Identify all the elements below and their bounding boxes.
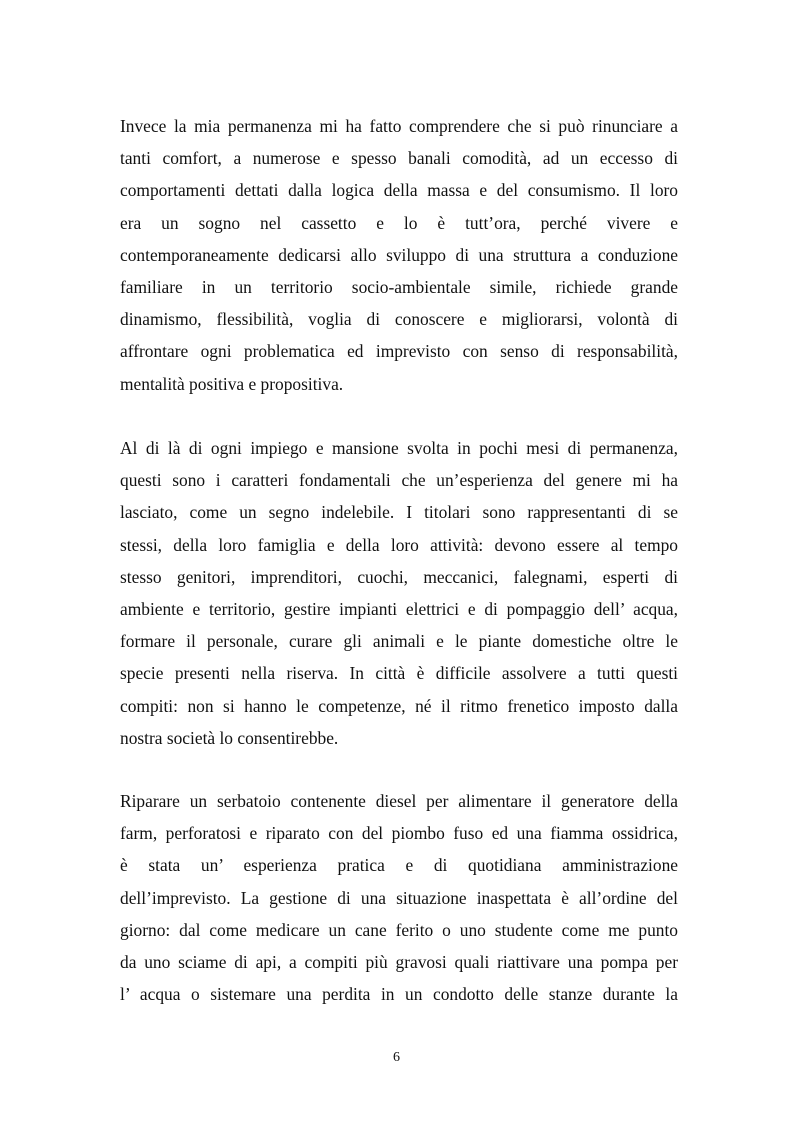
- text-line: stessi, della loro famiglia e della loro attività: devono essere al tempo: [120, 534, 678, 555]
- text-line: affrontare ogni problematica ed imprevisto con senso di responsabilità,: [120, 341, 678, 362]
- text-line: mentalità positiva e propositiva.: [120, 373, 344, 394]
- text-line: Riparare un serbatoio contenente diesel per alimentare il generatore della: [120, 791, 678, 811]
- text-line: farm, perforatosi e riparato con del piombo fuso ed una fiamma ossidrica,: [120, 823, 678, 844]
- text-line: Al di là di ogni impiego e mansione svolta in pochi mesi di permanenza,: [120, 438, 678, 458]
- text-line: contemporaneamente dedicarsi allo sviluppo di una struttura a conduzione: [120, 244, 678, 265]
- text-line: ambiente e territorio, gestire impianti elettrici e di pompaggio dell’ acqua,: [120, 598, 678, 619]
- paragraph-2: [120, 432, 678, 754]
- text-line: nostra società lo consentirebbe.: [120, 727, 339, 748]
- text-line: comportamenti dettati dalla logica della massa e del consumismo. Il loro: [120, 180, 678, 201]
- text-line: formare il personale, curare gli animali e le piante domestiche oltre le: [120, 631, 678, 652]
- text-line: era un sogno nel cassetto e lo è tutt’ora, perché vivere e: [120, 212, 678, 233]
- text-line: stesso genitori, imprenditori, cuochi, meccanici, falegnami, esperti di: [120, 566, 678, 587]
- text-line: questi sono i caratteri fondamentali che un’esperienza del genere mi ha: [120, 470, 678, 491]
- paragraph-3: [120, 785, 678, 1010]
- text-line: da uno sciame di api, a compiti più gravosi quali riattivare una pompa per: [120, 951, 678, 972]
- page-number: 6: [393, 1050, 400, 1065]
- text-line: è stata un’ esperienza pratica e di quotidiana amministrazione: [120, 855, 678, 876]
- text-line: lasciato, come un segno indelebile. I titolari sono rappresentanti di se: [120, 502, 678, 523]
- text-line: compiti: non si hanno le competenze, né il ritmo frenetico imposto dalla: [120, 695, 678, 716]
- text-line: familiare in un territorio socio-ambientale simile, richiede grande: [120, 276, 678, 297]
- text-line: specie presenti nella riserva. In città è difficile assolvere a tutti questi: [120, 663, 678, 684]
- paragraph-1: [120, 110, 678, 400]
- text-line: Invece la mia permanenza mi ha fatto comprendere che si può rinunciare a: [120, 116, 678, 136]
- text-line: l’ acqua o sistemare una perdita in un condotto delle stanze durante la: [120, 984, 678, 1005]
- text-line: dinamismo, flessibilità, voglia di conoscere e migliorarsi, volontà di: [120, 309, 678, 330]
- text-line: dell’imprevisto. La gestione di una situazione inaspettata è all’ordine del: [120, 887, 678, 908]
- text-line: tanti comfort, a numerose e spesso banali comodità, ad un eccesso di: [120, 148, 678, 169]
- text-line: giorno: dal come medicare un cane ferito o uno studente come me punto: [120, 919, 678, 940]
